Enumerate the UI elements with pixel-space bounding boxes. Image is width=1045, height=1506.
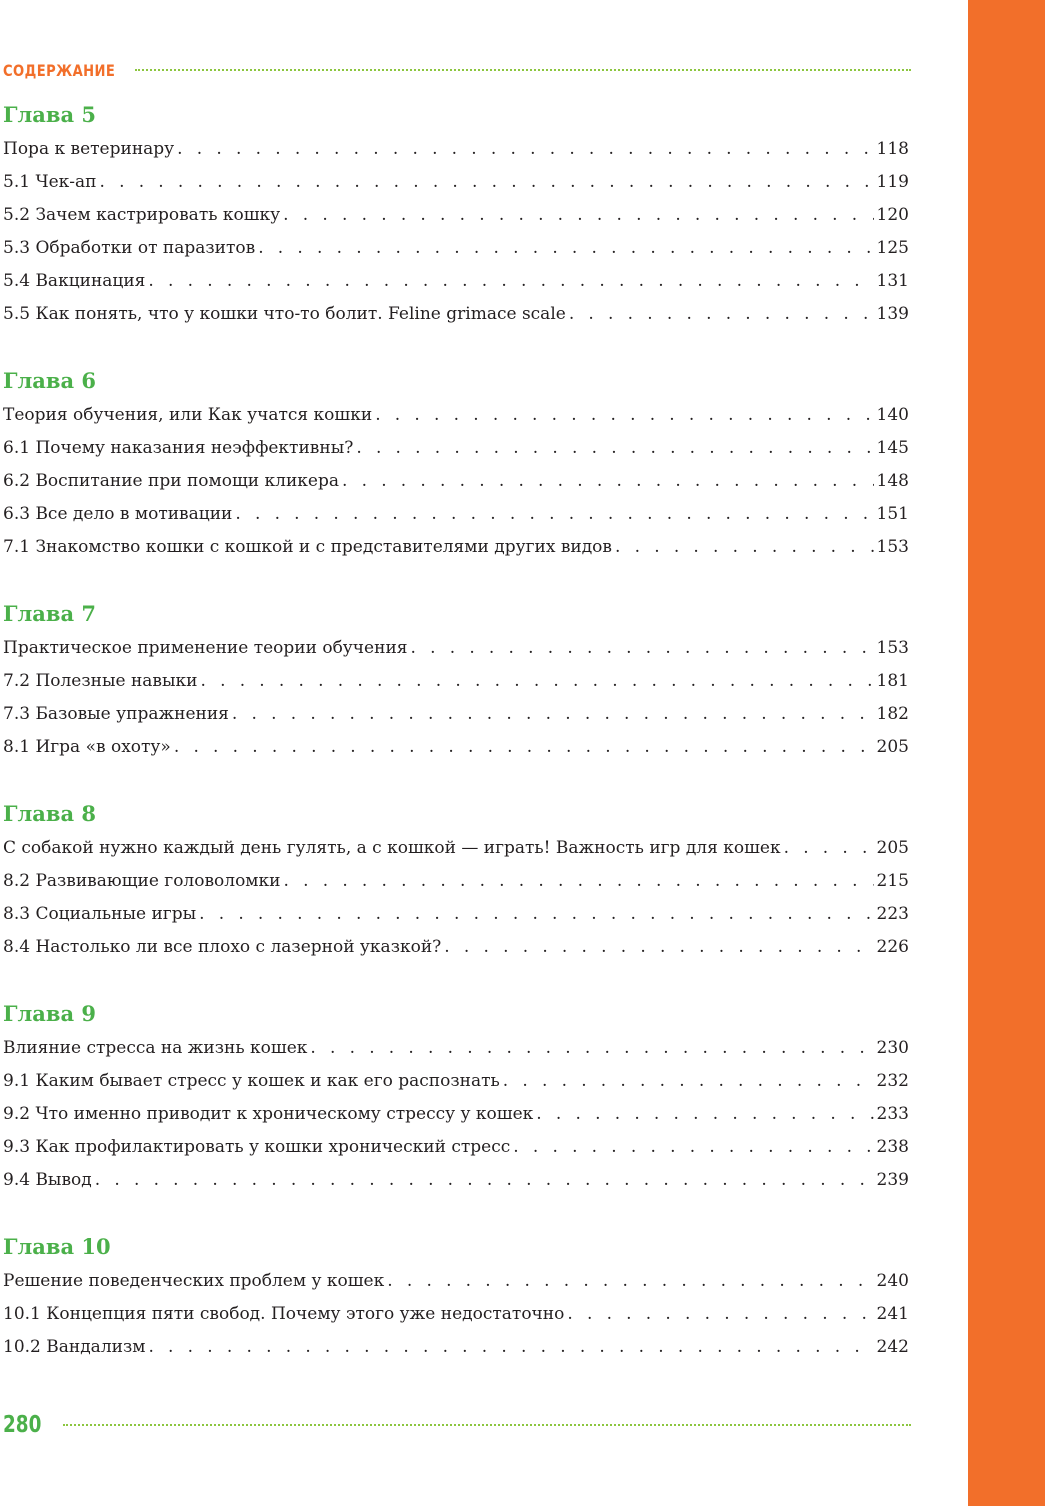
dot-leader <box>148 1331 873 1364</box>
toc-entry[interactable] <box>3 1164 909 1197</box>
toc-entry-page: 242 <box>876 1337 909 1357</box>
dot-leader <box>536 1098 873 1131</box>
toc-entry-page: 140 <box>876 405 909 425</box>
toc-entry-page: 241 <box>876 1304 909 1324</box>
chapter-title: Глава 6 <box>3 368 97 393</box>
toc-entry[interactable] <box>3 1098 909 1131</box>
dot-leader <box>235 498 873 531</box>
toc-entry[interactable] <box>3 432 909 465</box>
chapter-section <box>3 997 909 1197</box>
toc-entry-page: 139 <box>876 304 909 324</box>
dot-leader <box>232 698 874 731</box>
dot-leader <box>199 898 873 931</box>
toc-entry-title: 5.2 Зачем кастрировать кошку <box>3 205 281 225</box>
dot-leader <box>99 166 873 199</box>
dot-leader <box>569 298 874 331</box>
toc-entry-page: 153 <box>876 638 909 658</box>
dot-leader <box>615 531 874 564</box>
table-of-contents <box>3 98 909 1397</box>
toc-entry-page: 238 <box>876 1137 909 1157</box>
toc-entry[interactable] <box>3 399 909 432</box>
toc-entry-title: 10.1 Концепция пяти свобод. Почему этого уже недостаточно <box>3 1304 565 1324</box>
toc-entry[interactable] <box>3 731 909 764</box>
chapter-title: Глава 10 <box>3 1234 111 1259</box>
dot-leader <box>95 1164 874 1197</box>
toc-entry[interactable] <box>3 531 909 564</box>
toc-entry-page: 230 <box>876 1038 909 1058</box>
dot-leader <box>356 432 873 465</box>
toc-entry-title: 5.3 Обработки от паразитов <box>3 238 256 258</box>
toc-entry-title: 7.3 Базовые упражнения <box>3 704 229 724</box>
toc-entry-title: 9.2 Что именно приводит к хроническому стрессу у кошек <box>3 1104 534 1124</box>
toc-entry[interactable] <box>3 199 909 232</box>
toc-entry-title: 8.4 Настолько ли все плохо с лазерной указкой? <box>3 937 442 957</box>
toc-entry[interactable] <box>3 665 909 698</box>
dot-leader <box>411 632 874 665</box>
dot-leader <box>567 1298 873 1331</box>
toc-entry-title: 7.1 Знакомство кошки с кошкой и с представителями других видов <box>3 537 612 557</box>
page-number: 280 <box>3 1412 42 1438</box>
toc-entry-title: Пора к ветеринару <box>3 139 175 159</box>
toc-entry-page: 215 <box>876 871 909 891</box>
toc-entry-title: Влияние стресса на жизнь кошек <box>3 1038 308 1058</box>
toc-entry[interactable] <box>3 632 909 665</box>
toc-entry-title: 5.1 Чек-ап <box>3 172 97 192</box>
dot-leader <box>375 399 873 432</box>
toc-entry-page: 118 <box>876 139 909 159</box>
toc-entry-page: 239 <box>876 1170 909 1190</box>
toc-entry-title: 9.4 Вывод <box>3 1170 92 1190</box>
toc-entry-title: 9.3 Как профилактировать у кошки хронический стресс <box>3 1137 511 1157</box>
toc-entry-page: 145 <box>876 438 909 458</box>
dot-leader <box>283 199 873 232</box>
toc-entry-page: 205 <box>876 838 909 858</box>
toc-entry-title: 8.1 Игра «в охоту» <box>3 737 171 757</box>
toc-entry-page: 148 <box>876 471 909 491</box>
dot-leader <box>342 465 874 498</box>
toc-entry-page: 153 <box>876 537 909 557</box>
toc-entry[interactable] <box>3 465 909 498</box>
header-dotted-rule <box>135 69 911 71</box>
chapter-title: Глава 8 <box>3 801 97 826</box>
toc-entry-page: 131 <box>876 271 909 291</box>
toc-entry-title: 6.1 Почему наказания неэффективны? <box>3 438 354 458</box>
toc-entry-title: Теория обучения, или Как учатся кошки <box>3 405 373 425</box>
dot-leader <box>444 931 873 964</box>
toc-entry[interactable] <box>3 1032 909 1065</box>
chapter-section <box>3 364 909 564</box>
toc-entry[interactable] <box>3 1065 909 1098</box>
toc-entry[interactable] <box>3 1298 909 1331</box>
toc-entry-title: 10.2 Вандализм <box>3 1337 146 1357</box>
toc-entry-page: 120 <box>876 205 909 225</box>
toc-entry-title: 6.3 Все дело в мотивации <box>3 504 233 524</box>
toc-entry-page: 226 <box>876 937 909 957</box>
toc-entry-title: С собакой нужно каждый день гулять, а с кошкой — играть! Важность игр для кошек <box>3 838 781 858</box>
dot-leader <box>784 832 874 865</box>
dot-leader <box>513 1131 873 1164</box>
toc-entry[interactable] <box>3 498 909 531</box>
toc-entry[interactable] <box>3 166 909 199</box>
toc-entry[interactable] <box>3 832 909 865</box>
toc-entry-page: 223 <box>876 904 909 924</box>
footer-dotted-rule <box>63 1424 911 1426</box>
dot-leader <box>148 265 873 298</box>
toc-entry-page: 240 <box>876 1271 909 1291</box>
chapter-section <box>3 797 909 964</box>
page-footer <box>3 1410 911 1440</box>
dot-leader <box>310 1032 873 1065</box>
toc-entry[interactable] <box>3 931 909 964</box>
toc-entry[interactable] <box>3 133 909 166</box>
toc-entry[interactable] <box>3 898 909 931</box>
dot-leader <box>284 865 874 898</box>
toc-entry[interactable] <box>3 232 909 265</box>
toc-entry-page: 232 <box>876 1071 909 1091</box>
chapter-section <box>3 98 909 331</box>
toc-entry-page: 125 <box>876 238 909 258</box>
dot-leader <box>387 1265 873 1298</box>
toc-header <box>3 58 911 82</box>
toc-entry[interactable] <box>3 265 909 298</box>
toc-entry-page: 181 <box>876 671 909 691</box>
dot-leader <box>174 731 874 764</box>
toc-entry-title: 5.4 Вакцинация <box>3 271 146 291</box>
dot-leader <box>258 232 873 265</box>
toc-entry[interactable] <box>3 698 909 731</box>
dot-leader <box>503 1065 874 1098</box>
orange-side-bar <box>968 0 1045 1506</box>
toc-entry-title: 6.2 Воспитание при помощи кликера <box>3 471 339 491</box>
toc-entry-page: 119 <box>876 172 909 192</box>
dot-leader <box>200 665 873 698</box>
chapter-section <box>3 1230 909 1364</box>
toc-entry-title: 8.2 Развивающие головоломки <box>3 871 281 891</box>
toc-entry-title: 9.1 Каким бывает стресс у кошек и как его распознать <box>3 1071 500 1091</box>
toc-entry-title: Практическое применение теории обучения <box>3 638 408 658</box>
toc-header-label: СОДЕРЖАНИЕ <box>3 60 116 80</box>
toc-entry-page: 151 <box>876 504 909 524</box>
chapter-title: Глава 5 <box>3 102 97 127</box>
toc-entry-page: 205 <box>876 737 909 757</box>
toc-entry-title: 8.3 Социальные игры <box>3 904 197 924</box>
toc-entry[interactable] <box>3 298 909 331</box>
toc-entry-page: 233 <box>876 1104 909 1124</box>
toc-entry-title: 7.2 Полезные навыки <box>3 671 198 691</box>
toc-entry-page: 182 <box>876 704 909 724</box>
toc-entry-title: Решение поведенческих проблем у кошек <box>3 1271 385 1291</box>
toc-entry[interactable] <box>3 1265 909 1298</box>
chapter-title: Глава 7 <box>3 601 97 626</box>
toc-entry-title: 5.5 Как понять, что у кошки что-то болит. Feline grimace scale <box>3 304 566 324</box>
chapter-title: Глава 9 <box>3 1001 97 1026</box>
chapter-section <box>3 597 909 764</box>
toc-entry[interactable] <box>3 865 909 898</box>
toc-entry[interactable] <box>3 1331 909 1364</box>
toc-entry[interactable] <box>3 1131 909 1164</box>
dot-leader <box>177 133 873 166</box>
